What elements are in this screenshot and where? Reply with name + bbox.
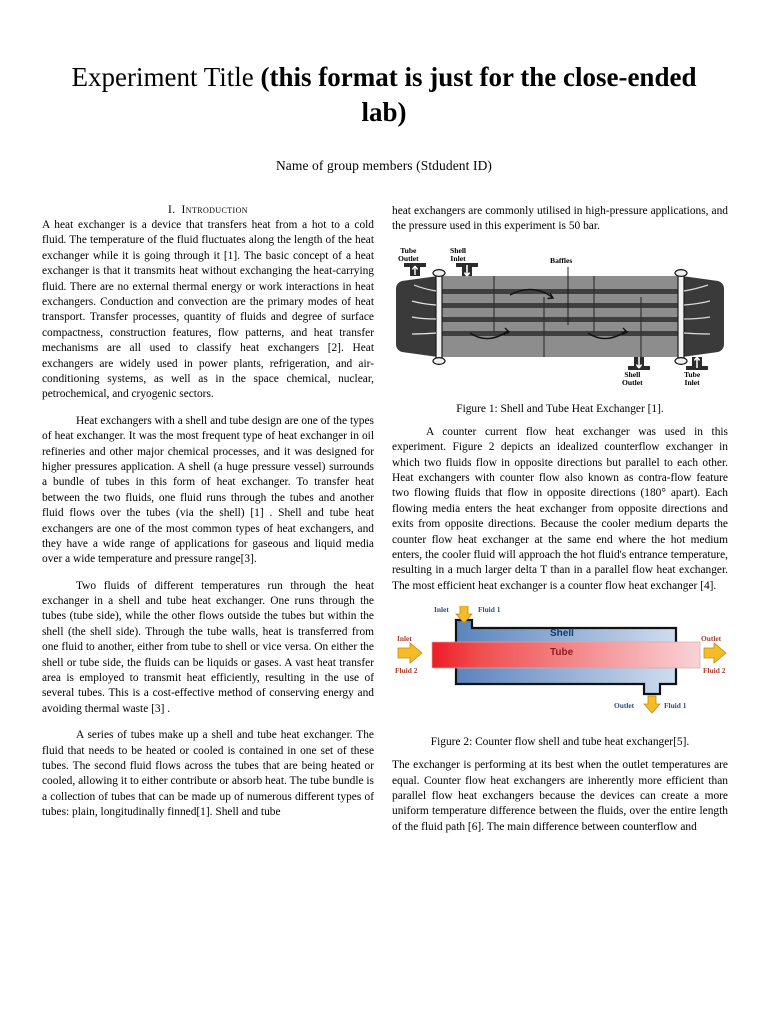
page-title-plain: Experiment Title	[71, 62, 261, 92]
tube-sheet-left	[436, 273, 442, 361]
tube-sheet-right	[678, 273, 684, 361]
paragraph-intro-1: A heat exchanger is a device that transfers heat from a hot to a cold fluid. The temperature of the fluid fluctuates along the length of the heat exchanger while it is going through it [1]. The basic concept of a heat exchanger is that it transmits heat without exchanging the heat-carrying fluid. There are no external thermal energy or work interactions in heat exchangers. Conduction and convection are the primary modes of heat transport. Transfer processes, quantity of fluids and degree of surface compactness, construction features, flow patterns, and heat transfer mechanisms are all used to classify heat exchangers [2]. Heat exchangers are widely used in power plants, refrigeration, and air-conditioning systems, as well as in the space chemical, nuclear, petrochemical, and cryogenic sectors.	[42, 219, 374, 401]
paragraph-right-1: heat exchangers are commonly utilised in high-pressure applications, and the pressure used in this experiment is 50 bar.	[392, 205, 728, 233]
label-bottom-outlet: Outlet	[614, 701, 635, 711]
two-column-body	[0, 174, 768, 835]
label-bottom-fluid: Fluid 1	[664, 701, 687, 711]
section-heading-introduction	[42, 204, 374, 216]
flange-bolt	[433, 357, 445, 364]
label-left-fluid: Fluid 2	[395, 666, 418, 676]
tube-text-label: Tube	[550, 647, 574, 659]
page-title-bold: (this format is just for the close-ended lab)	[260, 62, 697, 127]
section-title: Introduction	[181, 204, 248, 217]
shell-tube-exchanger-diagram	[392, 245, 728, 395]
figure-2-graphic	[392, 606, 728, 728]
page-title	[62, 60, 706, 129]
paragraph-right-2: A counter current flow heat exchanger was used in this experiment. Figure 2 depicts an idealized counterflow exchanger in which two fluids flow in opposite directions but parallel to each other. Heat exchangers with counter flow also known as contra-flow feature two flowing fluids that flow in opposite directions (180° apart). Each flowing media enters the heat exchanger from opposite directions and exits from opposite directions. Because the cooler medium departs the counter flow heat exchanger at the same end where the hot medium enters, the cooler fluid will approach the hot fluid's entrance temperature, resulting in a much larger delta T than in a parallel flow heat exchanger. The most efficient heat exchanger is a counter flow heat exchanger [4].	[392, 425, 728, 592]
label-top-inlet: Inlet	[434, 605, 449, 615]
left-inlet-arrow-icon	[398, 643, 422, 663]
flange-bolt	[675, 357, 687, 364]
paragraph-intro-2: Heat exchangers with a shell and tube design are one of the types of heat exchanger. It was the most frequent type of heat exchanger in oil refineries and other major chemical processes, and it was designed for higher pressures application. A shell (a huge pressure vessel) surrounds a bundle of tubes in this form of heat exchanger. To transfer heat between the two fluids, one fluid runs through the tubes and another fluid flows over the tubes (via the shell) [1] . Shell and tube heat exchangers are one of the most common types of heat exchangers, and they have a wide range of applications for gaseous and liquid media over a wide temperature and pressure range[3].	[42, 414, 374, 566]
label-shell-inlet: Shell Inlet	[450, 245, 467, 264]
tube-row	[440, 331, 682, 336]
figure-2-caption: Figure 2: Counter flow shell and tube heat exchanger[5].	[430, 736, 690, 749]
bottom-outlet-arrow-icon	[644, 696, 660, 713]
label-baffles: Baffles	[550, 255, 573, 265]
label-tube-inlet: Tube Inlet	[684, 369, 701, 388]
paragraph-intro-3: Two fluids of different temperatures run through the heat exchanger in a shell and tube heat exchanger. One runs through the tubes (tube side), while the other flows outside the tubes but within the shell (the shell side). Through the tube walls, heat is transferred from one fluid to another, either from tube to shell or vice versa. On either the shell or tube side, the fluids can be liquids or gases. A vast heat transfer area is employed to transmit heat efficiently, resulting in the use of several tubes. This is a cost-effective method of conserving energy and avoiding thermal waste [3] .	[42, 579, 374, 715]
shell-text-label: Shell	[550, 628, 574, 640]
right-outlet-arrow-icon	[704, 643, 726, 663]
label-tube-outlet: Tube Outlet	[398, 245, 419, 264]
paragraph-right-3: The exchanger is performing at its best when the outlet temperatures are equal. Counter flow heat exchangers are inherently more efficient than parallel flow heat exchangers because the devices can create a more uniform temperature difference between the fluids, over the entire length of the fluid path [6]. The main difference between counterflow and	[392, 759, 728, 833]
label-right-outlet: Outlet	[701, 634, 722, 644]
section-number: I.	[168, 204, 176, 217]
shell-barrel	[438, 276, 682, 357]
figure-1-graphic	[392, 245, 728, 395]
figure-1-caption: Figure 1: Shell and Tube Heat Exchanger [1].	[456, 402, 664, 415]
title-block	[0, 0, 768, 174]
flange-bolt	[433, 269, 445, 276]
paragraph-intro-4: A series of tubes make up a shell and tube heat exchanger. The fluid that needs to be heated or cooled is contained in one set of these tubes. The second fluid flows across the tubes that are being heated or cooled, allowing it to either contribute or absorb heat. The tube bundle is a collection of tubes that can be made up of numerous different types of tubes: plain, longitudinally finned[1]. Shell and tube	[42, 729, 374, 819]
left-column	[42, 204, 374, 835]
figure-2	[392, 606, 728, 748]
figure-1	[392, 245, 728, 415]
label-right-fluid: Fluid 2	[703, 666, 726, 676]
left-head	[396, 276, 438, 357]
label-top-fluid: Fluid 1	[478, 605, 501, 615]
right-head	[682, 276, 724, 357]
flange-bolt	[675, 269, 687, 276]
tube-row	[440, 317, 682, 322]
tube-row	[440, 289, 682, 294]
right-column	[392, 204, 728, 835]
authors-line: Name of group members (Stdudent ID)	[275, 158, 493, 174]
label-left-inlet: Inlet	[397, 634, 412, 644]
tube-row	[440, 303, 682, 308]
label-shell-outlet: Shell Outlet	[622, 369, 643, 388]
